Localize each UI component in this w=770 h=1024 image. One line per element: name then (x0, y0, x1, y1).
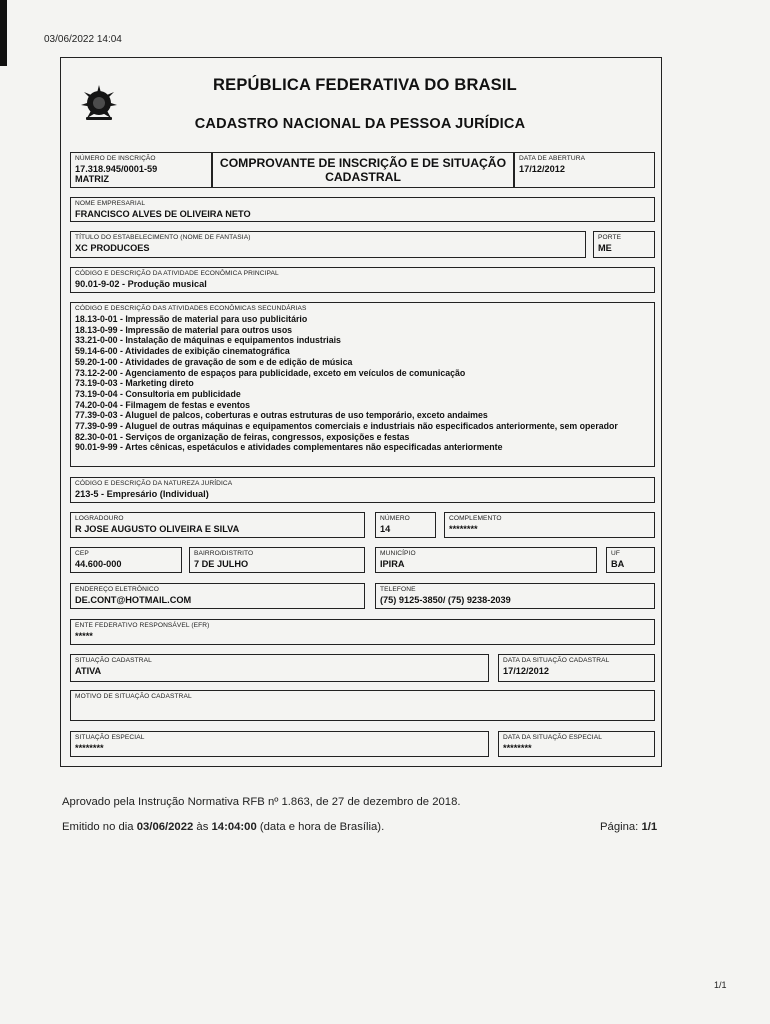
email-value: DE.CONT@HOTMAIL.COM (75, 595, 192, 605)
motivo-label: MOTIVO DE SITUAÇÃO CADASTRAL (75, 693, 192, 700)
numero-label: NÚMERO (380, 515, 410, 522)
emission-time: 14:04:00 (211, 821, 257, 833)
emission-line (62, 821, 384, 833)
complemento-value: ******** (449, 524, 478, 534)
brazil-coat-of-arms-icon (78, 83, 120, 125)
bairro-value: 7 DE JULHO (194, 559, 249, 569)
fantasia-label: TÍTULO DO ESTABELECIMENTO (NOME DE FANTASIA) (75, 234, 251, 241)
list-item: 73.12-2-00 - Agenciamento de espaços para publicidade, exceto em veículos de comunicação (75, 367, 466, 378)
inscricao-type: MATRIZ (75, 174, 110, 184)
list-item: 74.20-0-04 - Filmagem de festas e eventos (75, 399, 251, 410)
cep-field (70, 547, 182, 573)
data-situacao-especial-label: DATA DA SITUAÇÃO ESPECIAL (503, 734, 602, 741)
municipio-label: MUNICÍPIO (380, 550, 416, 557)
emission-mid: às (196, 821, 209, 833)
list-item: 77.39-0-99 - Aluguel de outras máquinas e equipamentos comerciais e industriais não especificados anteriormente, sem operador (75, 421, 618, 432)
natureza-juridica-field (70, 477, 655, 503)
situacao-especial-label: SITUAÇÃO ESPECIAL (75, 734, 145, 741)
approval-note: Aprovado pela Instrução Normativa RFB nº 1.863, de 27 de dezembro de 2018. (62, 796, 461, 808)
data-situacao-field (498, 654, 655, 682)
page-indicator (600, 821, 657, 833)
atividades-secundarias-list (75, 314, 650, 453)
list-item: 73.19-0-03 - Marketing direto (75, 378, 194, 389)
numero-value: 14 (380, 524, 391, 534)
nome-empresarial-field (70, 197, 655, 222)
data-situacao-especial-value: ******** (503, 743, 532, 753)
list-item: 33.21-0-00 - Instalação de máquinas e equipamentos industriais (75, 335, 341, 346)
efr-value: ***** (75, 631, 93, 641)
efr-field (70, 619, 655, 645)
doc-title-box (212, 152, 514, 188)
fantasia-field (70, 231, 586, 258)
complemento-field (444, 512, 655, 538)
fantasia-value: XC PRODUCOES (75, 243, 150, 253)
list-item: 59.14-6-00 - Atividades de exibição cinematográfica (75, 346, 290, 357)
porte-label: PORTE (598, 234, 622, 241)
atividades-secundarias-label: CÓDIGO E DESCRIÇÃO DAS ATIVIDADES ECONÔMICAS SECUNDÁRIAS (75, 305, 307, 312)
municipio-value: IPIRA (380, 559, 405, 569)
logradouro-field (70, 512, 365, 538)
atividade-principal-field (70, 267, 655, 293)
situacao-value: ATIVA (75, 666, 102, 676)
telefone-label: TELEFONE (380, 586, 416, 593)
emission-prefix: Emitido no dia (62, 821, 134, 833)
uf-value: BA (611, 559, 625, 569)
situacao-label: SITUAÇÃO CADASTRAL (75, 657, 152, 664)
telefone-value: (75) 9125-3850/ (75) 9238-2039 (380, 595, 511, 605)
natureza-juridica-label: CÓDIGO E DESCRIÇÃO DA NATUREZA JURÍDICA (75, 480, 233, 487)
list-item: 90.01-9-99 - Artes cênicas, espetáculos e atividades complementares não especificadas anteriormente (75, 442, 503, 453)
emission-suffix: (data e hora de Brasília). (259, 821, 385, 833)
header-subtitle: CADASTRO NACIONAL DA PESSOA JURÍDICA (194, 116, 526, 132)
scan-page-number: 1/1 (714, 980, 727, 990)
abertura-value: 17/12/2012 (519, 164, 565, 174)
cep-value: 44.600-000 (75, 559, 122, 569)
situacao-especial-value: ******** (75, 743, 104, 753)
abertura-label: DATA DE ABERTURA (519, 155, 586, 162)
list-item: 77.39-0-03 - Aluguel de palcos, coberturas e outras estruturas de uso temporário, exceto andaimes (75, 410, 488, 421)
uf-field (606, 547, 655, 573)
motivo-field (70, 690, 655, 721)
complemento-label: COMPLEMENTO (449, 515, 502, 522)
list-item: 59.20-1-00 - Atividades de gravação de som e de edição de música (75, 356, 353, 367)
porte-field (593, 231, 655, 258)
abertura-field (514, 152, 655, 188)
numero-field (375, 512, 436, 538)
telefone-field (375, 583, 655, 609)
situacao-especial-field (70, 731, 489, 757)
doc-title: COMPROVANTE DE INSCRIÇÃO E DE SITUAÇÃO CADASTRAL (219, 156, 507, 184)
atividades-secundarias-field (70, 302, 655, 467)
data-situacao-especial-field (498, 731, 655, 757)
data-situacao-label: DATA DA SITUAÇÃO CADASTRAL (503, 657, 610, 664)
emission-date: 03/06/2022 (136, 821, 194, 833)
inscricao-label: NÚMERO DE INSCRIÇÃO (75, 155, 156, 162)
data-situacao-value: 17/12/2012 (503, 666, 549, 676)
logradouro-value: R JOSE AUGUSTO OLIVEIRA E SILVA (75, 524, 240, 534)
municipio-field (375, 547, 597, 573)
header-title: REPÚBLICA FEDERATIVA DO BRASIL (213, 76, 517, 94)
inscricao-value: 17.318.945/0001-59 (75, 164, 158, 174)
nome-empresarial-label: NOME EMPRESARIAL (75, 200, 146, 207)
cep-label: CEP (75, 550, 89, 557)
email-label: ENDEREÇO ELETRÔNICO (75, 586, 159, 593)
page-label: Página: (600, 821, 639, 833)
porte-value: ME (598, 243, 612, 253)
list-item: 73.19-0-04 - Consultoria em publicidade (75, 388, 241, 399)
atividade-principal-value: 90.01-9-02 - Produção musical (75, 279, 207, 289)
email-field (70, 583, 365, 609)
efr-label: ENTE FEDERATIVO RESPONSÁVEL (EFR) (75, 622, 210, 629)
atividade-principal-label: CÓDIGO E DESCRIÇÃO DA ATIVIDADE ECONÔMICA PRINCIPAL (75, 270, 279, 277)
list-item: 82.30-0-01 - Serviços de organização de feiras, congressos, exposições e festas (75, 431, 410, 442)
nome-empresarial-value: FRANCISCO ALVES DE OLIVEIRA NETO (75, 209, 251, 219)
uf-label: UF (611, 550, 620, 557)
list-item: 18.13-0-01 - Impressão de material para uso publicitário (75, 314, 308, 324)
logradouro-label: LOGRADOURO (75, 515, 124, 522)
bairro-label: BAIRRO/DISTRITO (194, 550, 254, 557)
natureza-juridica-value: 213-5 - Empresário (Individual) (75, 489, 209, 499)
list-item: 18.13-0-99 - Impressão de material para outros usos (75, 324, 293, 335)
inscricao-field (70, 152, 212, 188)
print-timestamp: 03/06/2022 14:04 (44, 34, 122, 45)
scan-edge-mark (0, 0, 7, 66)
bairro-field (189, 547, 365, 573)
page-value: 1/1 (641, 821, 658, 833)
situacao-field (70, 654, 489, 682)
